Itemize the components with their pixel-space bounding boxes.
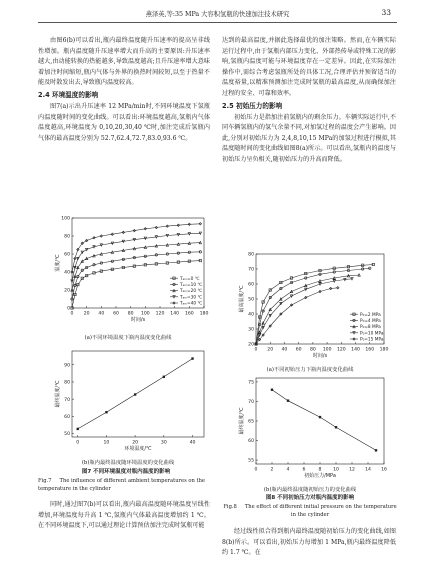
header-title: 燕泽英,等:35 MPa 大容积氢瓶的快速加注技术研究 bbox=[145, 11, 290, 18]
x-tick-label: 12 bbox=[349, 467, 355, 473]
y-axis-label: 最终温度/℃ bbox=[239, 407, 245, 435]
x-tick-label: 0 bbox=[254, 467, 258, 473]
section-heading: 2.5 初始压力的影响 bbox=[222, 101, 283, 110]
x-tick-label: 2 bbox=[270, 467, 274, 473]
y-axis-label: 最终温度/℃ bbox=[55, 380, 61, 408]
y-tick-label: 40 bbox=[64, 270, 70, 276]
x-tick-label: 40 bbox=[281, 347, 288, 353]
data-point bbox=[375, 449, 377, 451]
figure-8-caption bbox=[222, 494, 398, 519]
x-axis-label: 时间/s bbox=[312, 353, 328, 359]
x-tick-label: 60 bbox=[113, 311, 119, 317]
y-tick-label: 70 bbox=[64, 397, 70, 403]
figure-7b bbox=[38, 345, 218, 465]
legend-label: P₀=8 MPa bbox=[360, 325, 381, 331]
x-tick-label: 120 bbox=[155, 311, 165, 317]
data-point bbox=[191, 357, 193, 359]
paragraph: 图7(a)示出升压速率 12 MPa/min时,不同环境温度下氢瓶内温度随时间的变化曲线。可以看出:环境温度越高,氢瓶内气体温度越高,环境温度为 0,10,20,30,40 ℃时,加注完成后氢瓶内气体的最高温度分别为 52.7,62.4,72.7,83.0,93.6 ℃。 bbox=[38, 102, 210, 142]
y-tick-label: 70 bbox=[248, 267, 254, 273]
data-point bbox=[358, 274, 360, 276]
paragraph: 经过线性拟合得到瓶内最终温度随初始压力的变化曲线,如图8(b)所示。可以看出,初始压力每增加 1 MPa,瓶内最终温度降低约 1.7 ℃。在 bbox=[222, 528, 396, 557]
x-axis-label: 初始压力/MPa bbox=[304, 473, 336, 479]
caption-en-text: The effect of different initial pressure on the temperature in the cylinder bbox=[244, 504, 397, 518]
legend-label: Tₐₘ=40 ℃ bbox=[180, 301, 203, 307]
x-tick-label: 30 bbox=[160, 440, 167, 446]
x-tick-label: 120 bbox=[336, 347, 346, 353]
paragraph: 同时,通过图7(b)可以看出,瓶内最高温度随环境温度呈线性增加,环境温度每升高 1 ℃,氢瓶内气体最高温度增加约 1 ℃。在不同环境温度下,可以通过理论计算预估加注完成时氢瓶可能 bbox=[38, 501, 210, 530]
x-tick-label: 0 bbox=[76, 440, 80, 446]
x-tick-label: 8 bbox=[318, 467, 322, 473]
chart-fig8b bbox=[222, 372, 398, 482]
x-tick-label: 80 bbox=[127, 311, 134, 317]
x-tick-label: 60 bbox=[295, 347, 302, 353]
x-tick-label: 40 bbox=[189, 440, 196, 446]
running-header bbox=[38, 8, 397, 23]
series-line bbox=[256, 265, 373, 345]
data-point bbox=[77, 428, 79, 430]
legend-label: P₀=10 MPa bbox=[360, 331, 384, 337]
legend-label: Tₐₘ=20 ℃ bbox=[180, 289, 203, 295]
legend-label: Tₐₘ=10 ℃ bbox=[180, 283, 203, 288]
data-point bbox=[271, 389, 273, 391]
caption-zh: 图8 不同初始压力对瓶内温度的影响 bbox=[265, 495, 355, 501]
chart-fig8a bbox=[222, 250, 398, 362]
legend-label: P₀=15 MPa bbox=[360, 337, 384, 343]
data-point bbox=[319, 416, 321, 418]
x-tick-label: 20 bbox=[83, 311, 90, 317]
paragraph: 达到的最高温度,并据此选择最优的加注策略。然而,在车辆实际运行过程中,由于氢瓶内部压力变化、外部热传导或特殊工况的影响,氢瓶内温度可能与环境温度存在一定差异。因此,在实际加注操作中,需综合考虑氢瓶所处的具体工况,合理评估并预留适当的温度裕量,以精准预测加注完成时氢瓶的最高温度,从而确保加注过程的安全、可靠和效率。 bbox=[222, 37, 396, 97]
chart-fig7b bbox=[38, 345, 218, 455]
y-tick-label: 30 bbox=[248, 327, 254, 333]
series-line bbox=[256, 288, 338, 344]
y-tick-label: 60 bbox=[248, 282, 254, 288]
page-number: 33 bbox=[381, 8, 391, 17]
y-tick-label: 80 bbox=[248, 252, 254, 258]
x-tick-label: 80 bbox=[309, 347, 316, 353]
y-tick-label: 65 bbox=[248, 419, 254, 425]
x-axis-label: 环境温度/℃ bbox=[124, 446, 152, 452]
y-tick-label: 90 bbox=[64, 363, 70, 369]
x-tick-label: 160 bbox=[184, 311, 194, 317]
data-point bbox=[105, 411, 107, 413]
caption-en bbox=[222, 503, 398, 519]
x-tick-label: 40 bbox=[98, 311, 105, 317]
figure-caption: (a)不同环境温度下瓶内温度变化曲线 bbox=[84, 335, 172, 341]
x-tick-label: 14 bbox=[365, 467, 371, 473]
y-tick-label: 60 bbox=[248, 439, 254, 445]
data-point bbox=[287, 399, 289, 401]
y-tick-label: 75 bbox=[248, 380, 254, 386]
y-tick-label: 80 bbox=[64, 234, 70, 240]
right-column bbox=[222, 36, 396, 166]
figure-7a bbox=[38, 210, 218, 342]
y-tick-label: 20 bbox=[64, 288, 70, 294]
y-axis-label: 温度/℃ bbox=[55, 254, 61, 272]
figure-8b bbox=[222, 372, 398, 492]
x-tick-label: 140 bbox=[170, 311, 180, 317]
x-tick-label: 10 bbox=[333, 467, 339, 473]
chart-fig7a bbox=[38, 210, 218, 330]
y-tick-label: 55 bbox=[248, 458, 254, 464]
x-tick-label: 16 bbox=[381, 467, 387, 473]
legend-label: P₀=4 MPa bbox=[360, 319, 381, 324]
figure-caption: (b)瓶内最终温度随环境温度的变化曲线 bbox=[81, 460, 175, 466]
data-point bbox=[199, 223, 201, 225]
y-tick-label: 20 bbox=[248, 342, 254, 348]
x-tick-label: 100 bbox=[322, 347, 332, 353]
series-line bbox=[272, 390, 376, 451]
figure-7-caption bbox=[38, 468, 214, 493]
x-tick-label: 6 bbox=[302, 467, 306, 473]
x-tick-label: 10 bbox=[103, 440, 110, 446]
data-point bbox=[163, 376, 165, 378]
paragraph: 初始压力是指加注前氢瓶内的剩余压力。车辆实际运行中,不同车辆氢瓶内的氢气余量不同,对加氢过程的温度会产生影响。因此,分别对初始压力为 2,4,8,10,15 MPa的加氢过程进行模拟,其温度随时间的变化曲线如图8(a)所示。可以看出,氢瓶内的温度与初始压力呈负相关,随初始压力的升高而降低。 bbox=[222, 113, 396, 163]
paragraph: 由图6(b)可以看出,瓶内最终温度随升压速率的提高呈非线性增加。瓶内温度随升压速率增大而升高的主要原因:升压速率越大,由动能转换的热能越多,导致温度越高;且升压速率增大意味着加注时间缩短,瓶内气体与外界的换热时间较短,以至于热量不能及时散发出去,导致瓶内温度较高。 bbox=[38, 37, 210, 87]
y-tick-label: 40 bbox=[248, 312, 254, 318]
series-line bbox=[256, 275, 359, 344]
x-tick-label: 160 bbox=[365, 347, 375, 353]
left-column-bottom bbox=[38, 500, 210, 532]
y-tick-label: 0 bbox=[67, 306, 70, 312]
data-point bbox=[199, 232, 201, 234]
legend-label: Tₐₘ=30 ℃ bbox=[180, 295, 203, 301]
figure-caption: (a)不同初始压力下瓶内温度变化曲线 bbox=[266, 367, 354, 373]
y-axis-label: 最高温度/℃ bbox=[239, 285, 245, 313]
caption-en-label: Fig.7 bbox=[38, 478, 52, 484]
x-tick-label: 20 bbox=[132, 440, 139, 446]
legend-label: Tₐₘ=0 ℃ bbox=[180, 276, 200, 282]
y-tick-label: 60 bbox=[64, 414, 70, 420]
data-point bbox=[335, 426, 337, 428]
figure-caption: (b)瓶内最终温度随初始压力的变化曲线 bbox=[263, 487, 357, 493]
y-tick-label: 100 bbox=[61, 216, 70, 222]
x-tick-label: 180 bbox=[379, 347, 389, 353]
x-tick-label: 140 bbox=[351, 347, 360, 353]
plot-frame bbox=[256, 378, 384, 464]
data-point bbox=[351, 278, 353, 280]
left-column bbox=[38, 36, 210, 144]
x-tick-label: 0 bbox=[70, 311, 74, 317]
x-tick-label: 100 bbox=[140, 311, 150, 317]
caption-en-label: Fig.8 bbox=[223, 504, 237, 510]
data-point bbox=[199, 241, 201, 243]
y-tick-label: 50 bbox=[64, 432, 70, 438]
x-tick-label: 0 bbox=[254, 347, 258, 353]
figure-8a bbox=[222, 250, 398, 373]
caption-en bbox=[38, 477, 214, 493]
y-tick-label: 50 bbox=[248, 297, 254, 303]
y-tick-label: 80 bbox=[64, 380, 70, 386]
x-tick-label: 180 bbox=[199, 311, 209, 317]
x-axis-label: 时间/s bbox=[130, 317, 146, 323]
data-point bbox=[134, 393, 136, 395]
x-tick-label: 4 bbox=[286, 467, 290, 473]
y-tick-label: 70 bbox=[248, 400, 254, 406]
y-tick-label: 60 bbox=[64, 252, 70, 258]
caption-en-text: The influence of different ambient temperatures on the temperature in the cylinder bbox=[38, 478, 206, 492]
legend-label: P₀=2 MPa bbox=[360, 312, 381, 318]
x-tick-label: 20 bbox=[267, 347, 274, 353]
caption-zh: 图7 不同环境温度对瓶内温度的影响 bbox=[81, 469, 171, 475]
right-column-bottom bbox=[222, 527, 396, 559]
section-heading: 2.4 环境温度的影响 bbox=[38, 90, 99, 99]
